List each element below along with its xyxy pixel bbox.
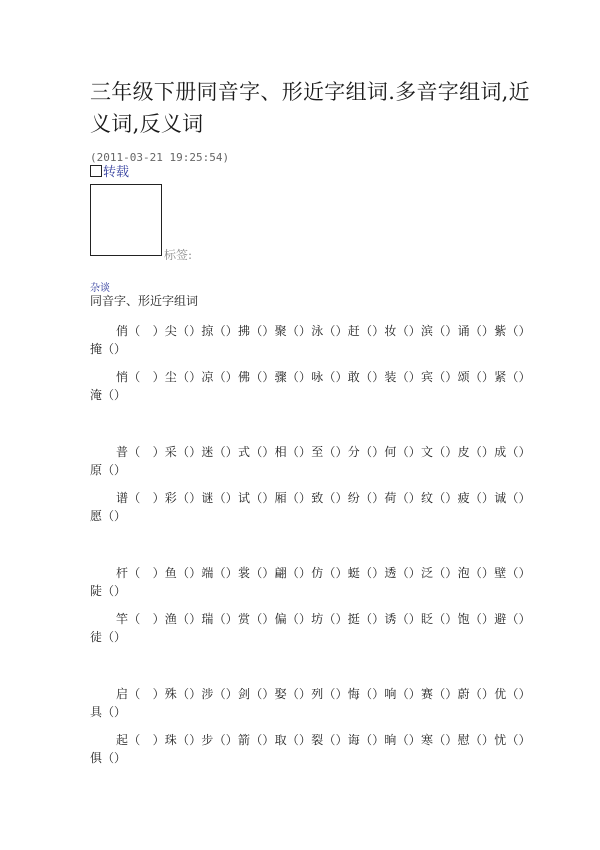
exercise-row-wrap: 掩（） [90, 342, 127, 356]
repost-checkbox-icon [90, 165, 102, 177]
exercise-row [90, 564, 531, 600]
repost-link[interactable] [90, 165, 129, 181]
exercise-row [90, 322, 531, 358]
exercise-row [90, 731, 531, 767]
exercise-row-wrap: 徒（） [90, 630, 127, 644]
tag-label: 标签: [164, 248, 193, 262]
page-title: 三年级下册同音字、形近字组词.多音字组词,近义词,反义词 [90, 80, 530, 136]
exercise-row-line: 普（ ）采（）迷（）式（）相（）至（）分（）何（）文（）皮（）成（） [116, 445, 531, 459]
exercise-row-line: 谱（ ）彩（）谜（）试（）厢（）致（）纷（）荷（）纹（）疲（）诚（） [116, 491, 531, 505]
exercise-row-line: 杆（ ）鱼（）端（）裳（）翩（）仿（）蜓（）透（）泛（）泡（）壁（） [116, 566, 531, 580]
exercise-row-wrap: 陡（） [90, 584, 127, 598]
exercise-row [90, 685, 531, 721]
exercise-row [90, 610, 531, 646]
exercise-row [90, 489, 531, 525]
section-heading: 同音字、形近字组词 [90, 294, 199, 308]
image-placeholder [90, 184, 162, 256]
exercise-row [90, 443, 531, 479]
category-link[interactable]: 杂谈 [90, 283, 110, 294]
exercise-row-line: 启（ ）殊（）涉（）剑（）娶（）列（）悔（）响（）赛（）蔚（）优（） [116, 687, 531, 701]
repost-label[interactable]: 转载 [103, 165, 130, 180]
exercise-row-line: 竿（ ）渔（）瑞（）赏（）偏（）坊（）挺（）诱（）眨（）饱（）避（） [116, 612, 531, 626]
exercise-row-wrap: 具（） [90, 705, 127, 719]
exercise-row-line: 俏（ ）尖（）掠（）拂（）聚（）泳（）赶（）妆（）滨（）诵（）紫（） [116, 324, 531, 338]
exercise-row-wrap: 俱（） [90, 751, 127, 765]
exercise-row-wrap: 淹（） [90, 388, 127, 402]
exercise-row-line: 悄（ ）尘（）凉（）佛（）骤（）咏（）敢（）装（）宾（）颂（）紧（） [116, 370, 531, 384]
exercise-row-line: 起（ ）珠（）步（）箭（）取（）裂（）诲（）晌（）寒（）慰（）忧（） [116, 733, 531, 747]
exercise-row-wrap: 原（） [90, 463, 127, 477]
exercise-row [90, 368, 531, 404]
post-timestamp: (2011-03-21 19:25:54) [90, 151, 230, 164]
exercise-row-wrap: 愿（） [90, 509, 127, 523]
